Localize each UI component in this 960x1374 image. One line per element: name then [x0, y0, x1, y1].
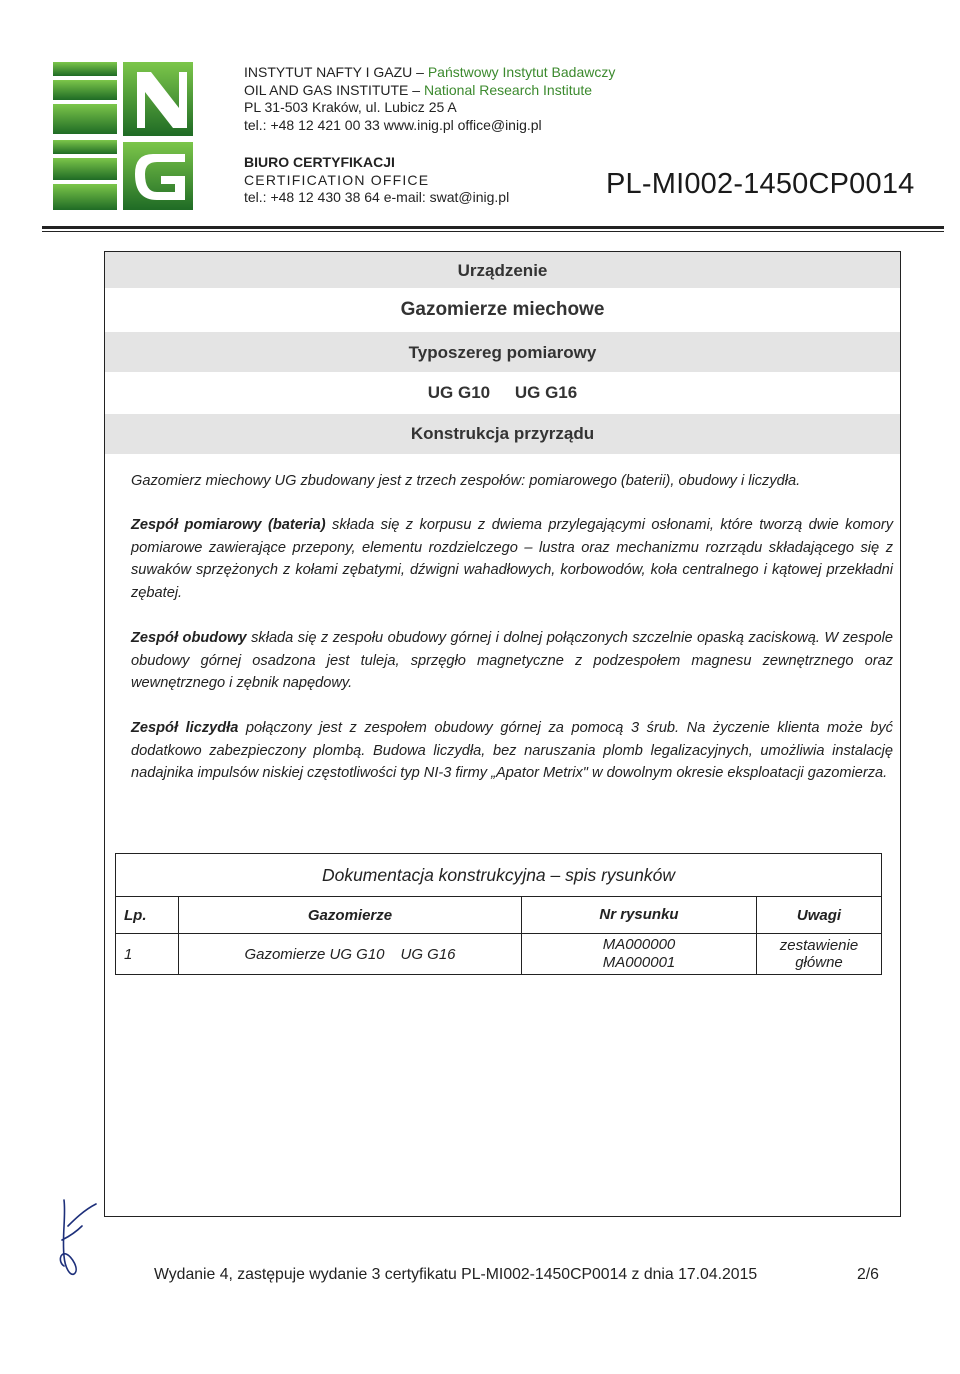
paragraph-text: składa się z korpusu z dwiema przylegającymi osłonami, które tworzą dwie komory pomiarowe zawierające przepony, elementu rozdzielczego – lustra oraz mechanizmu rozrządu składającego się z suwaków sprzężonych z kołami zębatymi, dźwigni wahadłowych, korbowodów, koła centralnego i kątowej przekładni zębatej.: [131, 517, 893, 601]
table-header-row: [116, 897, 882, 934]
series-types: [105, 383, 900, 403]
table-row: [116, 934, 882, 975]
office-name-en: CERTIFICATION OFFICE: [244, 171, 430, 188]
series-label: Typoszereg pomiarowy: [408, 343, 597, 362]
institute-address: PL 31-503 Kraków, ul. Lubicz 25 A: [244, 99, 457, 115]
device-label: Urządzenie: [457, 261, 548, 280]
office-contact: tel.: +48 12 430 38 64 e-mail: swat@inig.pl: [244, 189, 510, 205]
header-uwagi: Uwagi: [757, 897, 882, 934]
device-name: Gazomierze miechowe: [400, 299, 605, 320]
header-nr-rysunku: Nr rysunku: [522, 897, 757, 934]
institute-subtitle-en: National Research Institute: [423, 81, 593, 98]
intro-paragraph: Gazomierz miechowy UG zbudowany jest z trzech zespołów: pomiarowego (baterii), obudowy i liczydła.: [131, 473, 801, 489]
edition-note: Wydanie 4, zastępuje wydanie 3 certyfikatu PL-MI002-1450CP0014 z dnia 17.04.2015: [154, 1266, 758, 1283]
cell-gazomierze: [179, 934, 522, 975]
paragraph-housing: [131, 627, 893, 695]
cell-nr-rysunku: [522, 934, 757, 975]
institute-subtitle-pl: Państwowy Instytut Badawczy: [427, 64, 616, 80]
table-caption: Dokumentacja konstrukcyjna – spis rysunków: [116, 854, 882, 897]
certification-office-block: [244, 154, 509, 207]
type-ug-g10: UG G10: [427, 383, 491, 402]
header-lp: Lp.: [116, 897, 179, 934]
header-rule-thick: [42, 226, 944, 229]
institute-contact: tel.: +48 12 421 00 33 www.inig.pl office@inig.pl: [244, 116, 542, 133]
cell-uwagi: zestawienie główne: [757, 934, 882, 975]
header-gazomierze: Gazomierze: [179, 897, 522, 934]
construction-label: Konstrukcja przyrządu: [410, 424, 595, 443]
paragraph-counter: [131, 717, 893, 785]
cell-lp: 1: [116, 934, 179, 975]
gazomierze-part-b: UG G16: [400, 945, 456, 963]
office-name-pl: BIURO CERTYFIKACJI: [244, 154, 395, 170]
page-number: 2/6: [857, 1266, 879, 1283]
header-rule-thin: [42, 231, 944, 232]
paragraph-lead: Zespół liczydła: [131, 720, 239, 736]
drawings-table: [115, 853, 882, 975]
drawing-number-2: MA000001: [602, 954, 676, 971]
certificate-number: PL-MI002-1450CP0014: [606, 168, 915, 200]
paragraph-measuring-unit: [131, 514, 893, 604]
institute-name-en: OIL AND GAS INSTITUTE –: [244, 81, 424, 98]
handwritten-signature: [52, 1196, 104, 1280]
type-ug-g16: UG G16: [514, 383, 578, 402]
institute-address-block: [244, 64, 615, 134]
institute-name-pl: INSTYTUT NAFTY I GAZU –: [244, 64, 428, 80]
inig-logo: [53, 62, 193, 210]
gazomierze-part-a: Gazomierze UG G10: [244, 945, 385, 963]
paragraph-text: składa się z zespołu obudowy górnej i dolnej połączonych szczelnie opaską zaciskową. W zespole obudowy górnej osadzona jest tuleja, sprzęgło magnetyczne z podzespołem magnesu zewnętrznego oraz wewnętrznego i zębnik napędowy.: [131, 630, 893, 692]
paragraph-text: połączony jest z zespołem obudowy górnej za pomocą 3 śrub. Na życzenie klienta może być dodatkowo zabezpieczony plombą. Budowa liczydła, bez naruszania plomb legalizacyjnych, umożliwia instalację nadajnika impulsów niskiej częstotliwości typ NI-3 firmy „Apator Metrix" w dowolnym okresie eksploatacji gazomierza.: [131, 720, 893, 782]
paragraph-lead: Zespół pomiarowy (bateria): [131, 517, 326, 533]
drawing-number-1: MA000000: [602, 936, 676, 953]
paragraph-lead: Zespół obudowy: [131, 630, 247, 646]
